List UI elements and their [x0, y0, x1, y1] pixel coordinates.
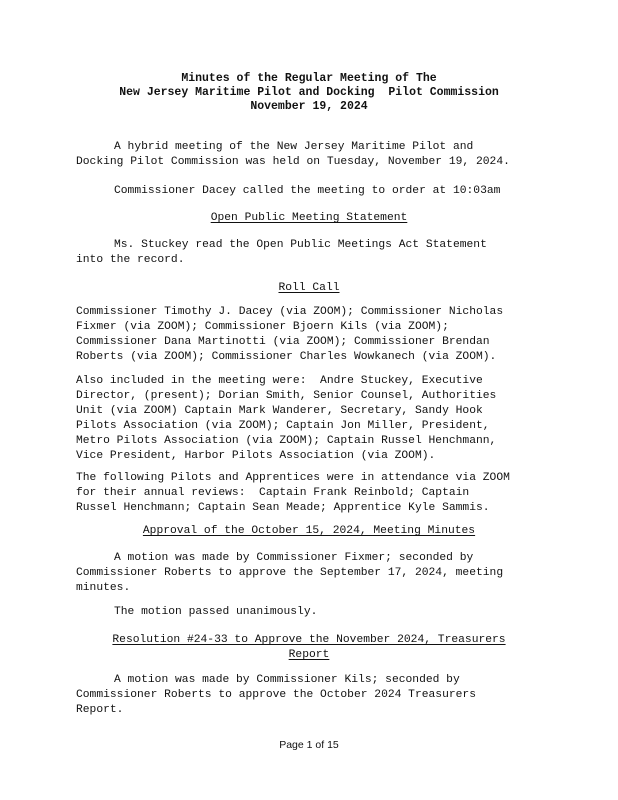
- also-included-paragraph: [76, 374, 546, 464]
- motion-result-line: The motion passed unanimously.: [114, 606, 318, 618]
- also-included-line: Metro Pilots Association (via ZOOM); Captain Russel Henchmann,: [76, 435, 497, 447]
- minutes-approval-heading: [0, 524, 618, 539]
- resolution-heading: [0, 633, 618, 663]
- resolution-paragraph: [76, 673, 546, 718]
- open-public-line-1: Ms. Stuckey read the Open Public Meetings Act Statement: [114, 239, 487, 251]
- intro-paragraph: [76, 140, 546, 170]
- pilots-line: The following Pilots and Apprentices were in attendance via ZOOM: [76, 472, 510, 484]
- also-included-line: Also included in the meeting were: Andre Stuckey, Executive: [76, 375, 483, 387]
- minutes-approval-heading-text: Approval of the October 15, 2024, Meeting Minutes: [142, 525, 476, 537]
- minutes-approval-line-3: minutes.: [76, 582, 131, 594]
- also-included-line: Director, (present); Dorian Smith, Senior Counsel, Authorities: [76, 390, 497, 402]
- title-line-1: Minutes of the Regular Meeting of The: [181, 72, 437, 85]
- commissioners-line: Commissioner Timothy J. Dacey (via ZOOM); Commissioner Nicholas: [76, 306, 504, 318]
- commissioners-paragraph: [76, 305, 546, 365]
- minutes-approval-paragraph: [76, 551, 546, 596]
- title-line-3: November 19, 2024: [250, 100, 368, 113]
- resolution-heading-line-1: Resolution #24-33 to Approve the November 2024, Treasurers: [112, 634, 506, 646]
- intro-line-1: A hybrid meeting of the New Jersey Maritime Pilot and: [114, 141, 474, 153]
- roll-call-heading: [0, 281, 618, 296]
- resolution-heading-line-2: Report: [288, 649, 330, 661]
- resolution-line-2: Commissioner Roberts to approve the October 2024 Treasurers: [76, 689, 476, 701]
- pilots-paragraph: [76, 471, 546, 516]
- resolution-line-3: Report.: [76, 704, 124, 716]
- open-public-paragraph: [76, 238, 546, 268]
- also-included-line: Vice President, Harbor Pilots Association (via ZOOM).: [76, 450, 436, 462]
- commissioners-line: Roberts (via ZOOM); Commissioner Charles Wowkanech (via ZOOM).: [76, 351, 497, 363]
- open-public-heading-text: Open Public Meeting Statement: [210, 212, 408, 224]
- page-number: Page 1 of 15: [279, 739, 339, 751]
- open-public-line-2: into the record.: [76, 254, 185, 266]
- minutes-approval-line-1: A motion was made by Commissioner Fixmer; seconded by: [114, 552, 474, 564]
- call-to-order: [76, 184, 546, 199]
- resolution-line-1: A motion was made by Commissioner Kils; seconded by: [114, 674, 460, 686]
- minutes-approval-line-2: Commissioner Roberts to approve the September 17, 2024, meeting: [76, 567, 504, 579]
- title-line-2: New Jersey Maritime Pilot and Docking Pilot Commission: [119, 86, 499, 99]
- pilots-line: Russel Henchmann; Captain Sean Meade; Apprentice Kyle Sammis.: [76, 502, 490, 514]
- also-included-line: Unit (via ZOOM) Captain Mark Wanderer, Secretary, Sandy Hook: [76, 405, 483, 417]
- document-title: [0, 72, 618, 114]
- open-public-heading: [0, 211, 618, 226]
- intro-line-2: Docking Pilot Commission was held on Tuesday, November 19, 2024.: [76, 156, 510, 168]
- commissioners-line: Commissioner Dana Martinotti (via ZOOM); Commissioner Brendan: [76, 336, 490, 348]
- pilots-line: for their annual reviews: Captain Frank Reinbold; Captain: [76, 487, 470, 499]
- motion-result: [76, 605, 546, 620]
- also-included-line: Pilots Association (via ZOOM); Captain Jon Miller, President,: [76, 420, 490, 432]
- roll-call-heading-text: Roll Call: [278, 282, 340, 294]
- commissioners-line: Fixmer (via ZOOM); Commissioner Bjoern Kils (via ZOOM);: [76, 321, 449, 333]
- call-to-order-line: Commissioner Dacey called the meeting to order at 10:03am: [114, 185, 501, 197]
